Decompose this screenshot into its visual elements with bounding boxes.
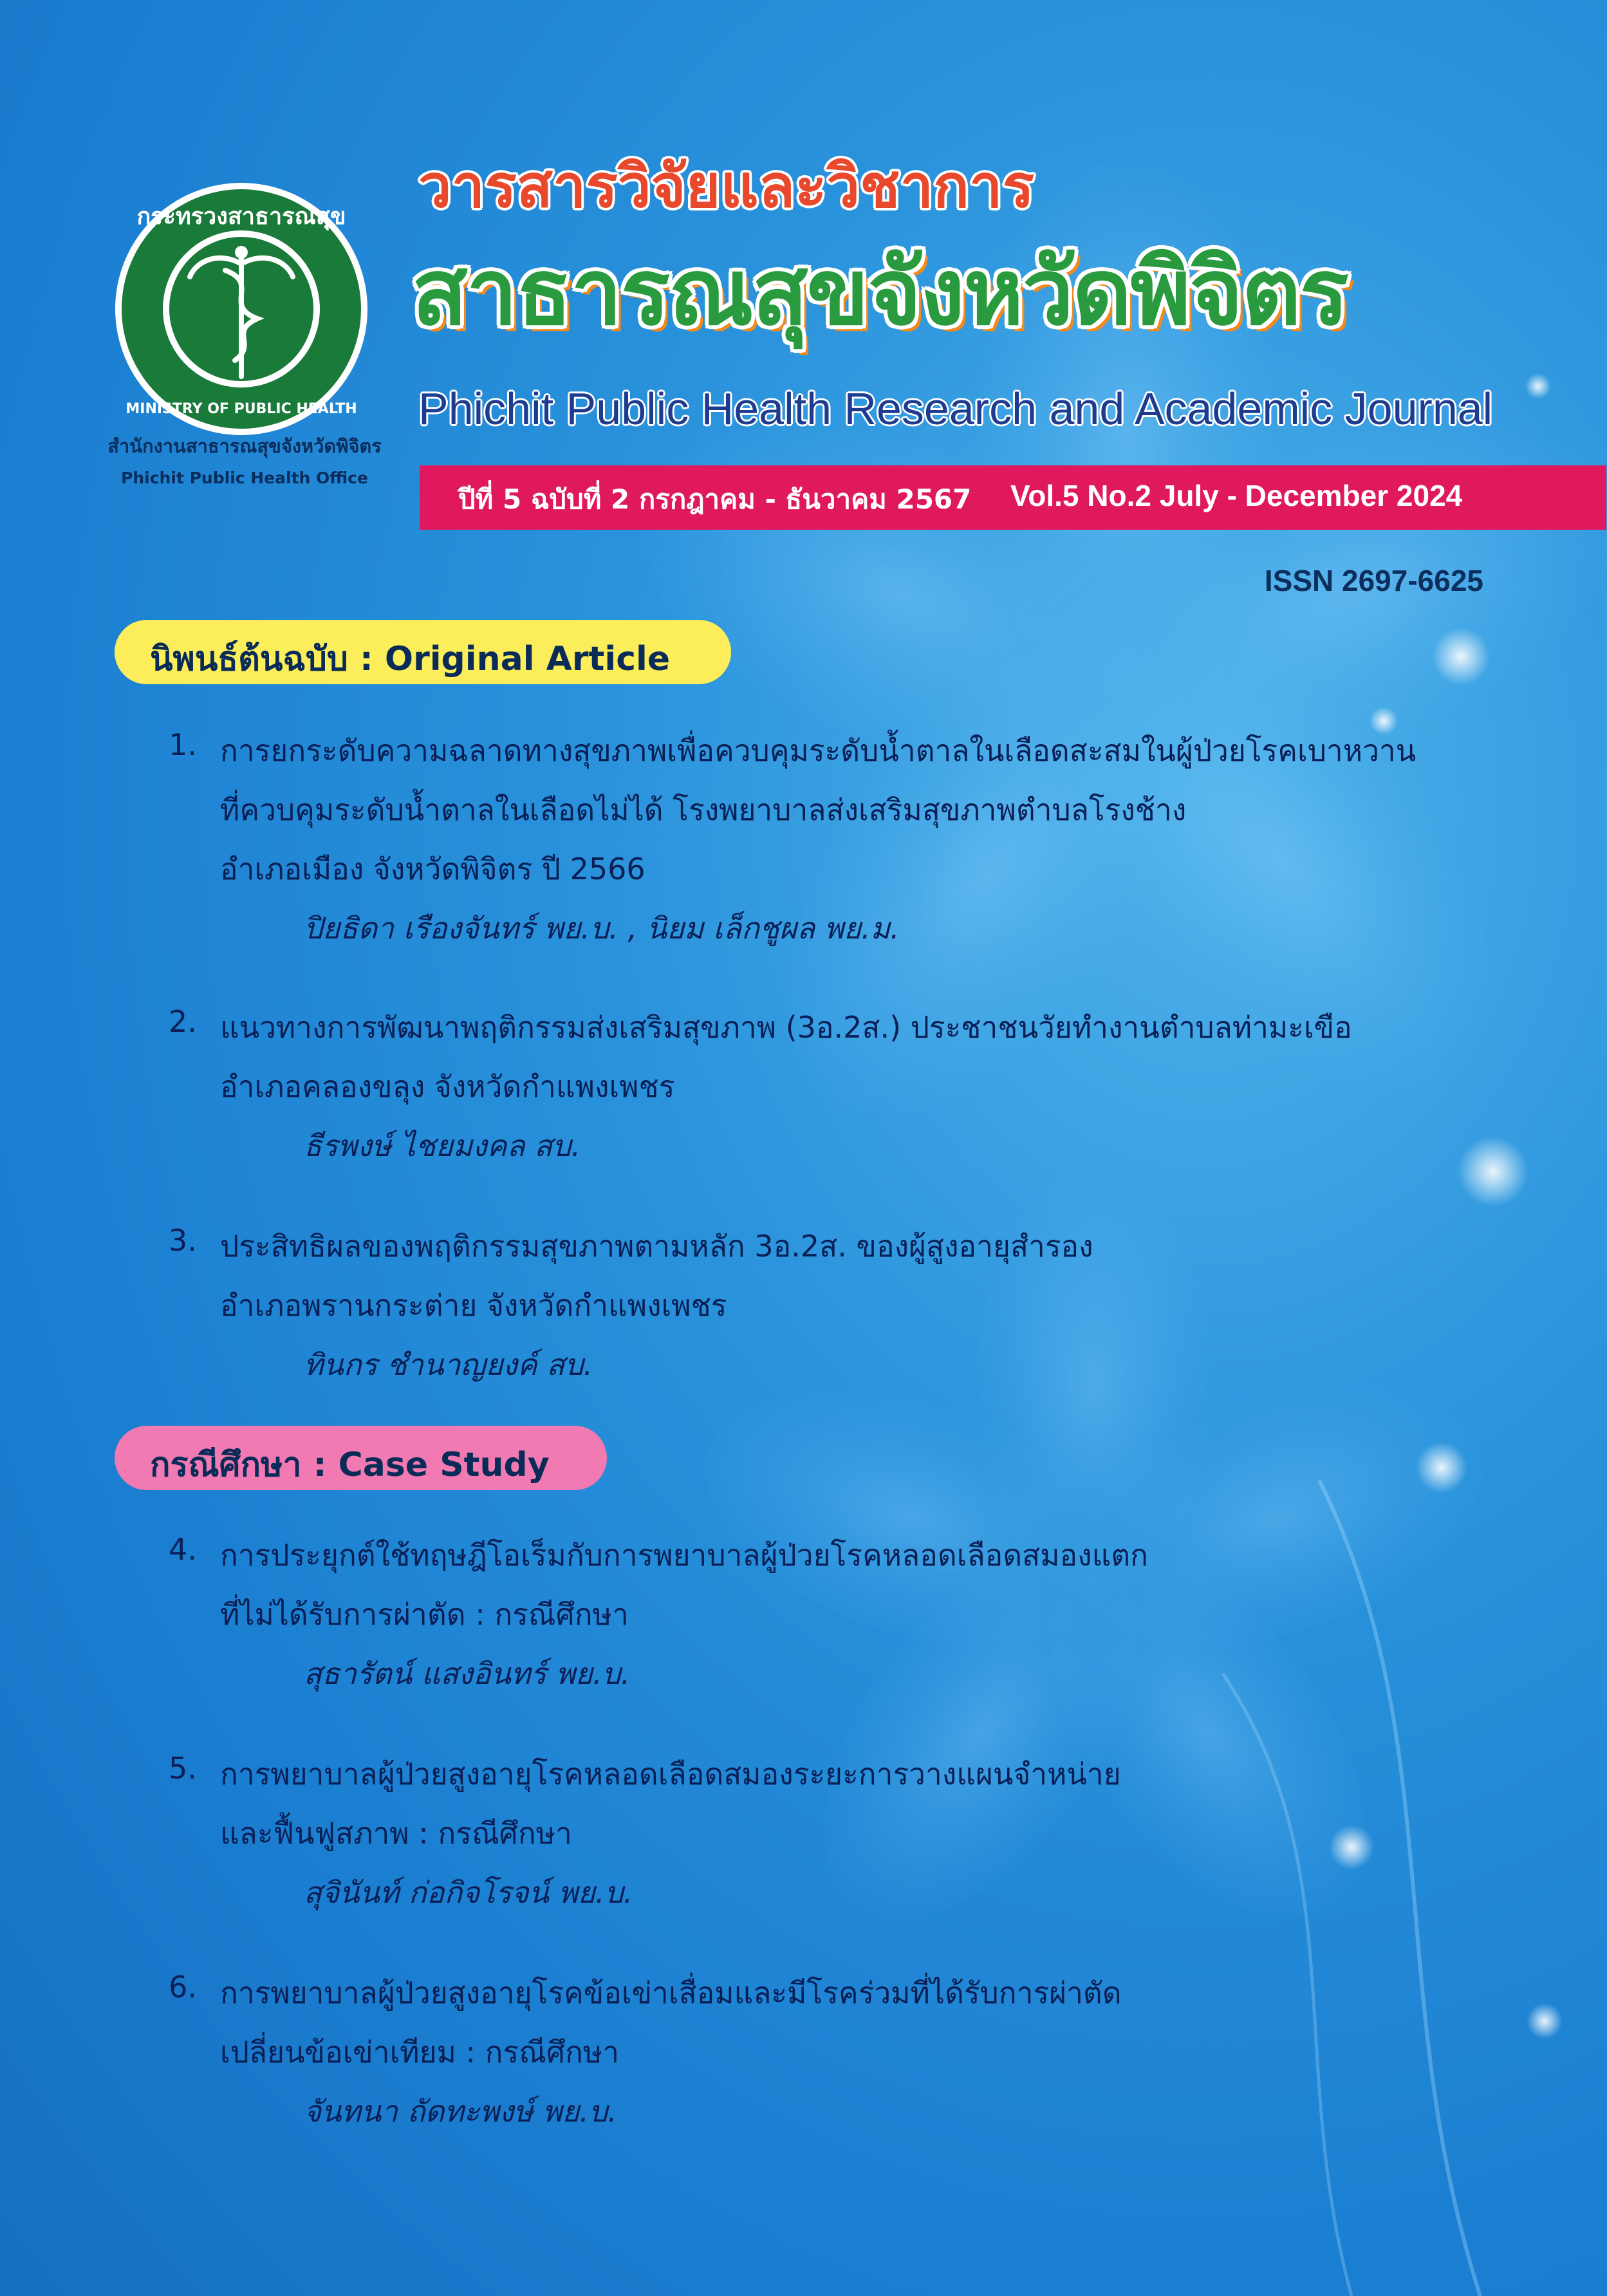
article-authors: สุจินันท์ ก่อกิจโรจน์ พย.บ. — [304, 1875, 633, 1910]
article-title-line: การประยุกต์ใช้ทฤษฎีโอเร็มกับการพยาบาลผู้ป่วยโรคหลอดเลือดสมองแตก — [220, 1538, 1148, 1573]
issue-info-english: Vol.5 No.2 July - December 2024 — [1010, 479, 1463, 512]
article-title-line: เปลี่ยนข้อเข่าเทียม : กรณีศึกษา — [220, 2035, 620, 2069]
article-authors: สุธารัตน์ แสงอินทร์ พย.บ. — [304, 1656, 631, 1691]
article-title-line: การพยาบาลผู้ป่วยสูงอายุโรคหลอดเลือดสมองระยะการวางแผนจำหน่าย — [220, 1757, 1121, 1791]
section-original-article — [115, 620, 731, 684]
office-name-thai: สำนักงานสาธารณสุขจังหวัดพิจิตร — [107, 435, 382, 457]
article-number: 5. — [169, 1751, 197, 1786]
article-title-line: อำเภอคลองขลุง จังหวัดกำแพงเพชร — [220, 1069, 675, 1104]
section-case-study — [115, 1426, 607, 1490]
article-authors: จันทนา ถัดทะพงษ์ พย.บ. — [304, 2094, 617, 2129]
article-authors: ปิยธิดา เรืองจันทร์ พย.บ. , นิยม เล็กชูผล พย.ม. — [304, 911, 900, 946]
journal-title-line2: สาธารณสุขจังหวัดพิจิตร — [412, 239, 1348, 346]
article-number: 3. — [169, 1223, 197, 1258]
article-number: 2. — [169, 1004, 197, 1039]
issn: ISSN 2697-6625 — [1264, 564, 1483, 597]
article-title-line: การยกระดับความฉลาดทางสุขภาพเพื่อควบคุมระดับน้ำตาลในเลือดสะสมในผู้ป่วยโรคเบาหวาน — [220, 733, 1417, 768]
office-name-english: Phichit Public Health Office — [121, 469, 368, 487]
journal-title-english: Phichit Public Health Research and Academic Journal — [418, 384, 1493, 434]
article-title-line: แนวทางการพัฒนาพฤติกรรมส่งเสริมสุขภาพ (3อ.2ส.) ประชาชนวัยทำงานตำบลท่ามะเขือ — [220, 1010, 1352, 1045]
ministry-logo — [113, 180, 370, 438]
article-number: 4. — [169, 1532, 197, 1567]
article-title-line: ที่ไม่ได้รับการผ่าตัด : กรณีศึกษา — [220, 1597, 629, 1632]
section-label: กรณีศึกษา : Case Study — [150, 1446, 550, 1484]
article-title-line: ประสิทธิผลของพฤติกรรมสุขภาพตามหลัก 3อ.2ส. ของผู้สูงอายุสำรอง — [220, 1229, 1093, 1264]
journal-title-line1: วารสารวิจัยและวิชาการ — [418, 152, 1035, 221]
article-number: 1. — [169, 727, 197, 762]
article-title-line: อำเภอพรานกระต่าย จังหวัดกำแพงเพชร — [220, 1288, 727, 1323]
article-title-line: อำเภอเมือง จังหวัดพิจิตร ปี 2566 — [220, 852, 646, 886]
logo-ring-thai: กระทรวงสาธารณสุข — [136, 203, 346, 230]
article-number: 6. — [169, 1970, 197, 2004]
logo-ring-english: MINISTRY OF PUBLIC HEALTH — [125, 401, 357, 417]
article-title-line: ที่ควบคุมระดับน้ำตาลในเลือดไม่ได้ โรงพยาบาลส่งเสริมสุขภาพตำบลโรงช้าง — [220, 792, 1187, 827]
article-title-line: การพยาบาลผู้ป่วยสูงอายุโรคข้อเข่าเสื่อมและมีโรคร่วมที่ได้รับการผ่าตัด — [220, 1975, 1122, 2010]
issue-info-thai: ปีที่ 5 ฉบับที่ 2 กรกฎาคม - ธันวาคม 2567 — [458, 483, 972, 515]
article-authors: ทินกร ชำนาญยงค์ สบ. — [304, 1347, 593, 1382]
article-authors: ธีรพงษ์ ไชยมงคล สบ. — [304, 1128, 581, 1163]
article-title-line: และฟื้นฟูสภาพ : กรณีศึกษา — [220, 1816, 572, 1851]
section-label: นิพนธ์ต้นฉบับ : Original Article — [150, 640, 671, 678]
